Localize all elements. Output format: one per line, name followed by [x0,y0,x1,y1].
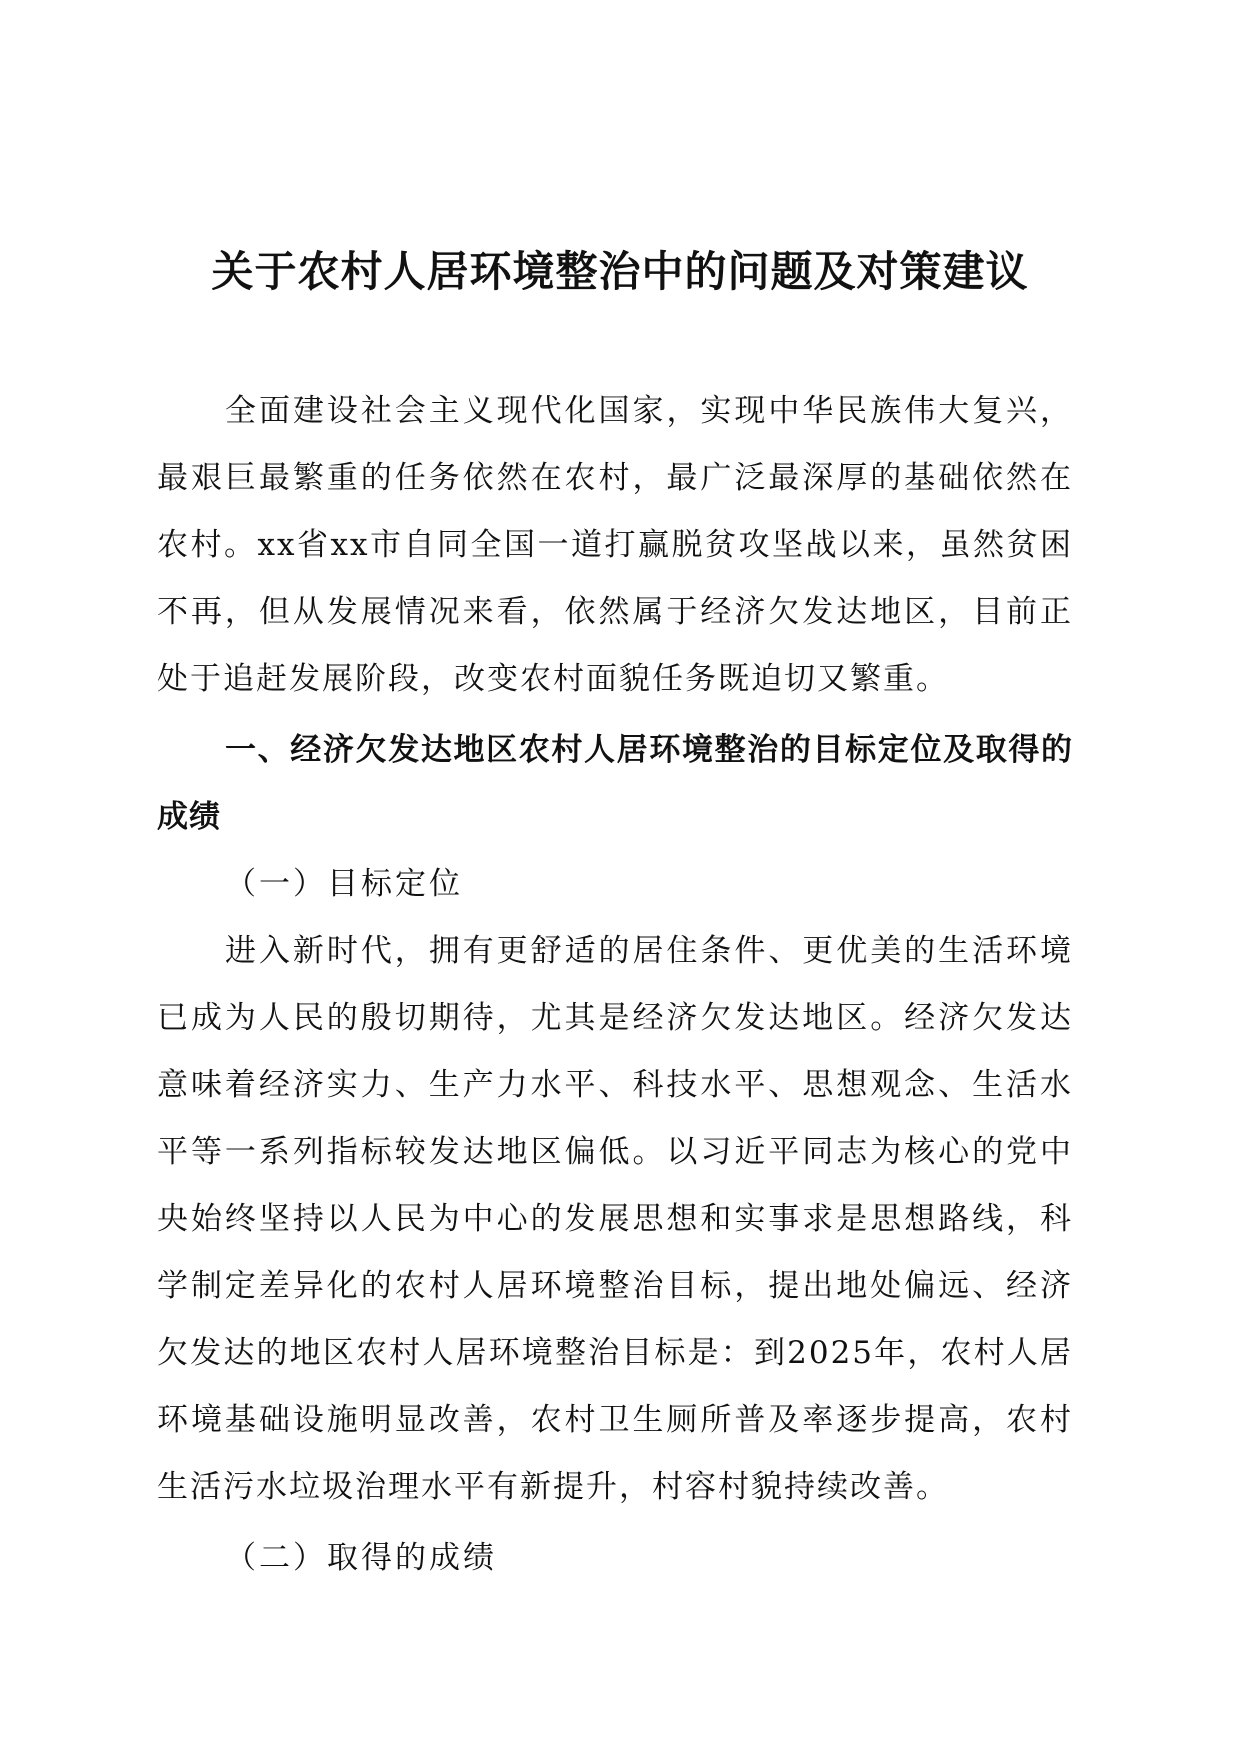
target-paragraph: 进入新时代，拥有更舒适的居住条件、更优美的生活环境已成为人民的殷切期待，尤其是经济欠发达地区。经济欠发达意味着经济实力、生产力水平、科技水平、思想观念、生活水平等一系列指标较发达地区偏低。以习近平同志为核心的党中央始终坚持以人民为中心的发展思想和实事求是思想路线，科学制定差异化的农村人居环境整治目标，提出地处偏远、经济欠发达的地区农村人居环境整治目标是：到2025年，农村人居环境基础设施明显改善，农村卫生厕所普及率逐步提高，农村生活污水垃圾治理水平有新提升，村容村貌持续改善。 [157,933,1073,1505]
document-title: 关于农村人居环境整治中的问题及对策建议 [211,247,1029,296]
document-body [157,378,1073,1592]
subsection-heading-1: （一）目标定位 [225,866,463,902]
intro-paragraph: 全面建设社会主义现代化国家，实现中华民族伟大复兴，最艰巨最繁重的任务依然在农村，最广泛最深厚的基础依然在农村。xx省xx市自同全国一道打赢脱贫攻坚战以来，虽然贫困不再，但从发展情况来看，依然属于经济欠发达地区，目前正处于追赶发展阶段，改变农村面貌任务既迫切又繁重。 [157,393,1073,697]
section-heading-1: 一、经济欠发达地区农村人居环境整治的目标定位及取得的成绩 [157,732,1073,835]
subsection-heading-2: （二）取得的成绩 [225,1540,497,1576]
